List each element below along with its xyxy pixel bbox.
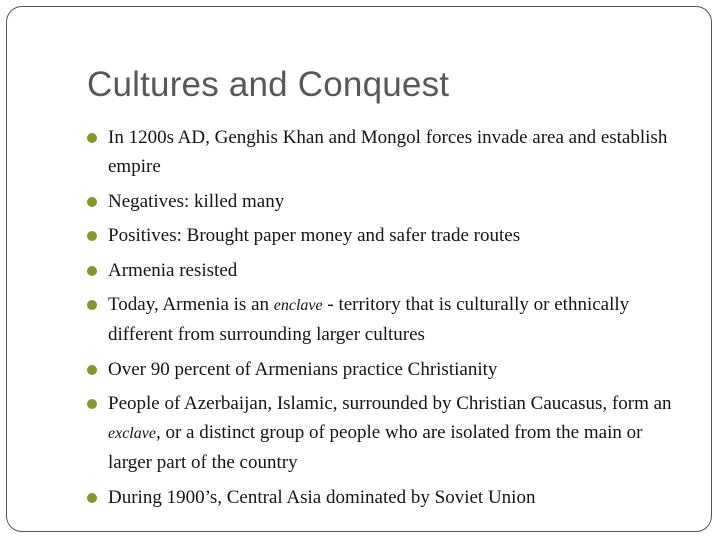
term-exclave: exclave — [108, 425, 156, 442]
bullet-dot-icon — [87, 231, 97, 241]
bullet-text: Positives: Brought paper money and safer trade routes — [108, 225, 521, 246]
bullet-text: Over 90 percent of Armenians practice Christianity — [108, 358, 498, 380]
bullet-item — [87, 483, 687, 512]
bullet-dot-icon — [87, 197, 97, 207]
bullet-item — [87, 389, 687, 477]
bullet-dot-icon — [87, 493, 97, 503]
bullet-text-post: , or a distinct group of people who are isolated from the main or larger part of the country — [108, 422, 643, 473]
bullet-dot-icon — [87, 133, 97, 143]
bullet-text-pre: People of Azerbaijan, Islamic, surrounded by Christian Caucasus, form an — [108, 393, 672, 414]
bullet-text-post: - territory that is culturally or ethnically different from surrounding larger cultures — [108, 294, 630, 345]
bullet-dot-icon — [87, 266, 97, 276]
bullet-list — [87, 123, 687, 517]
bullet-text-pre: Today, Armenia is an — [108, 294, 274, 315]
slide-frame — [6, 6, 712, 532]
bullet-text: In 1200s AD, Genghis Khan and Mongol forces invade area and establish empire — [108, 127, 668, 177]
bullet-item — [87, 221, 687, 250]
bullet-item — [87, 290, 687, 349]
bullet-item — [87, 256, 687, 285]
bullet-dot-icon — [87, 399, 97, 409]
bullet-text: Armenia resisted — [108, 259, 238, 281]
bullet-text: Negatives: killed many — [108, 190, 285, 212]
bullet-text: During 1900’s, Central Asia dominated by Soviet Union — [108, 486, 536, 508]
bullet-item — [87, 123, 687, 181]
slide-title: Cultures and Conquest — [87, 65, 450, 104]
bullet-dot-icon — [87, 365, 97, 375]
bullet-item — [87, 355, 687, 384]
bullet-dot-icon — [87, 300, 97, 310]
term-enclave: enclave — [273, 297, 323, 314]
bullet-item — [87, 187, 687, 216]
